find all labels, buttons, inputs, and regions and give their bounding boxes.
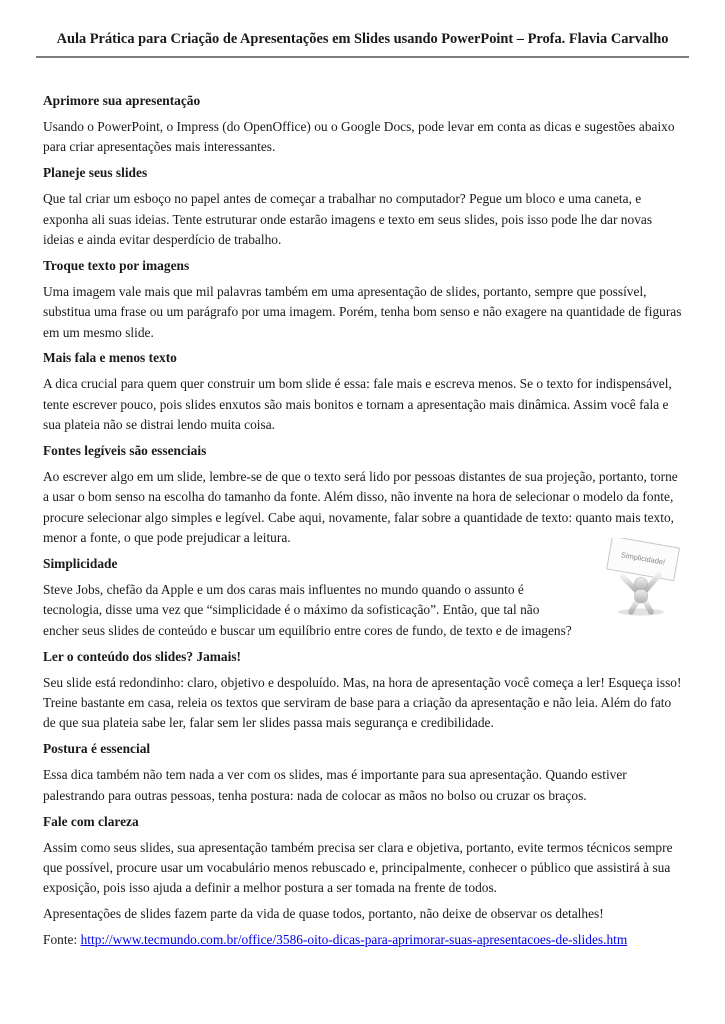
heading-fontes-legiveis: Fontes legíveis são essenciais xyxy=(43,443,207,459)
section-fontes xyxy=(43,441,682,549)
paragraph-ler-conteudo: Seu slide está redondinho: claro, objetivo e despoluído. Mas, na hora de apresentação você começa a ler! Esqueça isso! Treine bastante em casa, releia os textos que serviram de base para a criação da apresentação e não leia. Além do fato de que sua plateia sabe ler, falar sem ler slides passa mais segurança e credibilidade. xyxy=(43,674,682,731)
paragraph-mais-fala: A dica crucial para quem quer construir um bom slide é essa: fale mais e escreva menos. Se o texto for indispensável, tente escrever pouco, pois slides enxutos são mais bonitos e tornam a apresentação mais dinâmica. Assim você fala e sua plateia não se distrai lendo muita coisa. xyxy=(43,376,672,433)
simplicidade-sign xyxy=(607,538,680,581)
heading-postura-essencial: Postura é essencial xyxy=(43,741,151,757)
figure-torso xyxy=(635,590,648,604)
section-troque xyxy=(43,256,682,343)
closing-remark: Apresentações de slides fazem parte da vida de quase todos, portanto, não deixe de observar os detalhes! xyxy=(43,906,604,922)
source-label: Fonte: xyxy=(43,932,81,948)
heading-simplicidade: Simplicidade xyxy=(43,556,118,572)
section-mais-fala xyxy=(43,348,682,435)
section-ler-conteudo xyxy=(43,647,682,734)
heading-fale-com-clareza: Fale com clareza xyxy=(43,813,139,829)
simplicidade-clipart-image xyxy=(596,538,682,616)
heading-ler-conteudo-jamais: Ler o conteúdo dos slides? Jamais! xyxy=(43,648,242,664)
simplicidade-sign-text: Simplicidade! xyxy=(620,550,666,567)
paragraph-simplicidade: Steve Jobs, chefão da Apple e um dos caras mais influentes no mundo quando o assunto é tecnologia, disse uma vez que “simplicidade é o máximo da sofisticação”. Então, que tal não encher seus slides de conteúdo e buscar um equilíbrio entre cores de fundo, de texto e de imagens? xyxy=(43,582,572,638)
paragraph-aprimore: Usando o PowerPoint, o Impress (do OpenOffice) ou o Google Docs, pode levar em conta as dicas e sugestões abaixo para criar apresentações mais interessantes. xyxy=(43,118,675,155)
paragraph-postura: Essa dica também não tem nada a ver com os slides, mas é importante para sua apresentação. Quando estiver palestrando para outras pessoas, tenha postura: nada de colocar as mãos no bolso ou cruzar os braços. xyxy=(43,767,627,803)
paragraph-fale-clareza: Assim como seus slides, sua apresentação também precisa ser clara e objetiva, portanto, evite termos técnicos sempre que possível, procure usar um vocabulário menos rebuscado e, principalmente, conhecer o público que assistirá à sua exposição, pois isso ajuda a definir a melhor postura a ser tomada na frente de todos. xyxy=(43,839,673,896)
heading-aprimore-sua-apresentacao: Aprimore sua apresentação xyxy=(43,93,201,108)
heading-mais-fala-e-menos-texto: Mais fala e menos texto xyxy=(43,350,177,366)
paragraph-planeje: Que tal criar um esboço no papel antes de começar a trabalhar no computador? Pegue um bloco e uma caneta, e exponha ali suas ideias. Tente estruturar onde estarão imagens e texto em seus slides, pois isso pode lhe dar novas ideias e ainda evitar desperdício de trabalho. xyxy=(43,191,653,247)
paragraph-troque: Uma imagem vale mais que mil palavras também em uma apresentação de slides, portanto, sempre que possível, substitua uma frase ou um parágrafo por uma imagem. Porém, tenha bom senso e não exagere na quantidade de figuras em um mesmo slide. xyxy=(43,283,682,340)
section-postura xyxy=(43,739,682,806)
figure-ground-shadow xyxy=(618,609,664,616)
heading-planeje-seus-slides: Planeje seus slides xyxy=(43,165,148,181)
section-aprimore xyxy=(43,91,682,158)
paragraph-fontes: Ao escrever algo em um slide, lembre-se de que o texto será lido por pessoas distantes de sua projeção, portanto, torne a usar o bom senso na escolha do tamanho da fonte. Além disso, não invente na hora de selecionar o modelo da fonte, procure selecionar algo simples e legível. Cabe aqui, novamente, falar sobre a quantidade de texto: quanto mais texto, menor a fonte, o que pode prejudicar a leitura. xyxy=(43,469,678,546)
section-planeje xyxy=(43,163,682,250)
figure-head xyxy=(635,578,648,591)
section-simplicidade xyxy=(43,550,682,647)
source-link[interactable]: http://www.tecmundo.com.br/office/3586-oito-dicas-para-aprimorar-suas-apresentacoes-de-slides.htm xyxy=(80,932,628,948)
heading-troque-texto-por-imagens: Troque texto por imagens xyxy=(43,257,190,273)
document-title: Aula Prática para Criação de Apresentações em Slides usando PowerPoint – Profa. Flavia Carvalho xyxy=(36,30,689,58)
source-line xyxy=(43,930,682,950)
section-fale-clareza xyxy=(43,812,682,899)
